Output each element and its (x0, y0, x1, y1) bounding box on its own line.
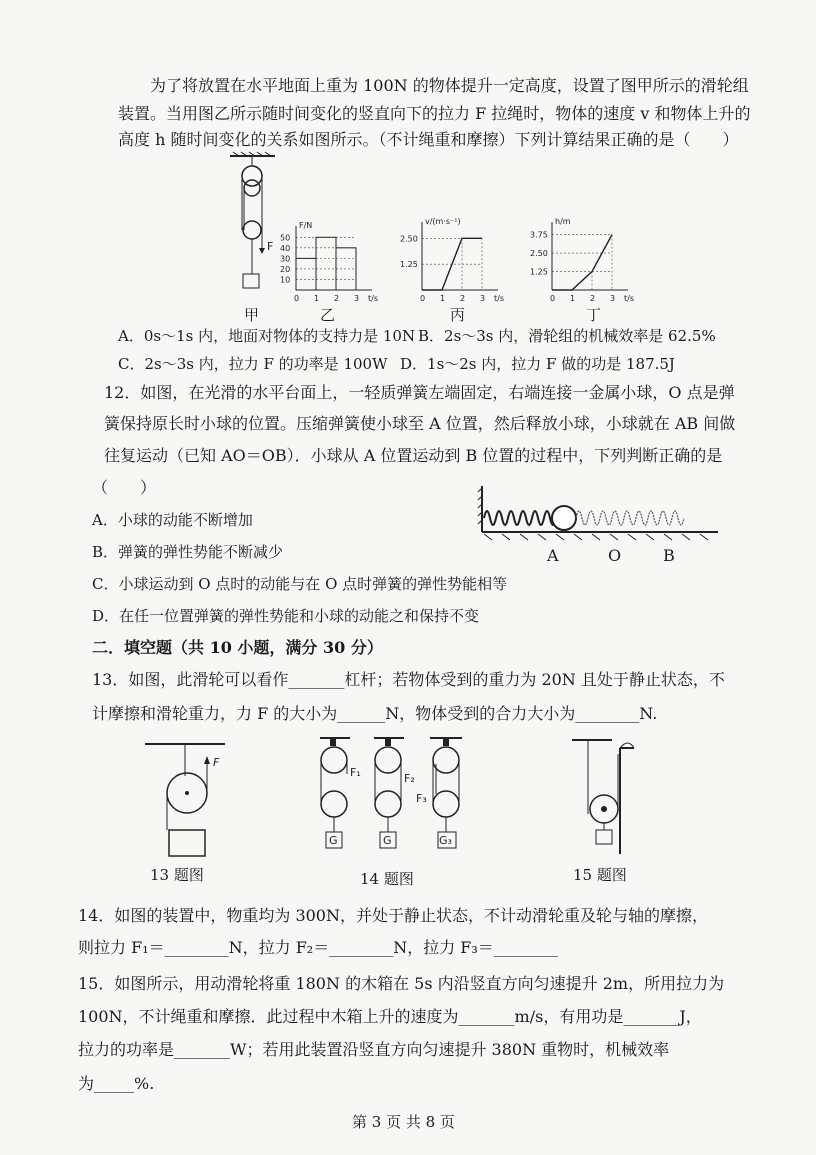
x-tick-label: 3 (480, 294, 486, 303)
chart-yi (280, 221, 378, 304)
svg-text:F: F (267, 240, 274, 253)
q12-option-b: B．弹簧的弹性势能不断减少 (92, 543, 284, 561)
x-tick-label: 1 (440, 294, 446, 303)
spring-label-b: B (663, 546, 675, 565)
y-axis-label: h/m (555, 217, 571, 226)
spring-label-o: O (608, 546, 622, 565)
caption-14: 14 题图 (360, 870, 414, 888)
y-axis-label: F/N (299, 221, 313, 230)
y-tick-label: 2.50 (400, 234, 418, 244)
q12-line-3: 往复运动（已知 AO＝OB）．小球从 A 位置运动到 B 位置的过程中，下列判断正确的是 (104, 446, 723, 465)
y-tick-label: 10 (280, 275, 291, 285)
x-tick-label: 3 (610, 294, 616, 303)
q12-bracket: （ ） (92, 478, 157, 497)
y-tick-label: 30 (280, 254, 291, 264)
q11-line-1: 为了将放置在水平地面上重为 100N 的物体提升一定高度，设置了图甲所示的滑轮组 (150, 76, 749, 95)
y-tick-label: 2.50 (530, 249, 548, 259)
fig-label-jia: 甲 (244, 306, 260, 324)
f2-label: F₂ (404, 772, 415, 785)
q11-option-c: C．2s～3s 内，拉力 F 的功率是 100W (118, 355, 388, 373)
chart-bing (400, 217, 504, 304)
y-axis-label: v/(m·s⁻¹) (425, 217, 461, 226)
q13-line-1: 13．如图，此滑轮可以看作_______杠杆；若物体受到的重力为 20N 且处于静止状态，不 (92, 670, 725, 689)
x-tick-label: 2 (334, 294, 340, 303)
pulley-system-figure-jia (225, 152, 285, 302)
svg-text:G₃: G₃ (439, 834, 452, 847)
x-tick-label: 0 (420, 294, 426, 303)
q12-line-2: 簧保持原长时小球的位置。压缩弹簧使小球至 A 位置，然后释放小球，小球就在 AB 间做 (104, 414, 736, 433)
x-tick-label: 1 (314, 294, 320, 303)
y-tick-label: 1.25 (400, 260, 418, 270)
q14-line-1: 14．如图的装置中，物重均为 300N，并处于静止状态，不计动滑轮重及轮与轴的摩擦， (78, 906, 708, 925)
y-tick-label: 20 (280, 264, 291, 274)
figure-15-movable-pulley (568, 734, 648, 859)
q15-line-1: 15．如图所示，用动滑轮将重 180N 的木箱在 5s 内沿竖直方向匀速提升 2m，所用拉力为 (78, 974, 725, 993)
f3-label: F₃ (416, 792, 427, 805)
q15-line-4: 为_____%. (78, 1074, 155, 1093)
y-tick-label: 1.25 (530, 267, 548, 277)
svg-text:G: G (383, 834, 392, 847)
x-tick-label: 1 (570, 294, 576, 303)
chart-ding (530, 218, 635, 304)
q12-line-1: 12．如图，在光滑的水平台面上，一轻质弹簧左端固定，右端连接一金属小球，O 点是弹 (104, 383, 735, 402)
f1-label: F₁ (350, 766, 361, 779)
q14-line-2: 则拉力 F₁＝________N，拉力 F₂＝________N，拉力 F₃＝________ (78, 938, 558, 957)
q15-line-3: 拉力的功率是_______W；若用此装置沿竖直方向匀速提升 380N 重物时，机械效率 (78, 1040, 670, 1059)
q15-line-2: 100N，不计绳重和摩擦．此过程中木箱上升的速度为_______m/s，有用功是_______J， (78, 1007, 702, 1026)
y-tick-label: 3.75 (530, 230, 548, 240)
q11-line-3: 高度 h 随时间变化的关系如图所示。（不计绳重和摩擦）下列计算结果正确的是（ ） (118, 130, 739, 149)
series-line (552, 235, 612, 290)
q13-line-2: 计摩擦和滑轮重力，力 F 的大小为______N，物体受到的合力大小为________N. (92, 704, 658, 723)
x-tick-label: 2 (590, 294, 596, 303)
q11-option-d: D．1s～2s 内，拉力 F 做的功是 187.5J (400, 355, 675, 373)
f-label: F (213, 756, 220, 769)
x-axis-label: t/s (368, 294, 378, 303)
q11-line-2: 装置。当用图乙所示随时间变化的竖直向下的拉力 F 拉绳时，物体的速度 v 和物体上升的 (118, 104, 751, 123)
svg-text:G: G (329, 834, 338, 847)
y-tick-label: 50 (280, 233, 291, 243)
x-axis-label: t/s (494, 294, 504, 303)
x-tick-label: 3 (354, 294, 360, 303)
section-heading: 二．填空题（共 10 小题，满分 30 分） (92, 638, 383, 657)
q12-option-a: A．小球的动能不断增加 (92, 511, 253, 529)
page-number: 第 3 页 共 8 页 (352, 1113, 455, 1131)
spring-label-a: A (547, 546, 559, 565)
q12-option-d: D．在任一位置弹簧的弹性势能和小球的动能之和保持不变 (92, 607, 480, 625)
q12-option-c: C．小球运动到 O 点时的动能与在 O 点时弹簧的弹性势能相等 (92, 575, 508, 593)
figure-13-fixed-pulley (145, 738, 240, 858)
y-tick-label: 40 (280, 243, 291, 253)
x-tick-label: 2 (460, 294, 466, 303)
caption-15: 15 题图 (573, 866, 627, 884)
fig-label-yi: 乙 (320, 306, 336, 324)
q11-option-a: A．0s～1s 内，地面对物体的支持力是 10N (118, 327, 416, 345)
x-tick-label: 0 (550, 294, 556, 303)
spring-ball-figure (478, 482, 723, 562)
q11-option-b: B．2s～3s 内，滑轮组的机械效率是 62.5% (418, 327, 716, 345)
fig-label-bing: 丙 (450, 306, 466, 324)
x-tick-label: 0 (294, 294, 300, 303)
fig-label-ding: 丁 (586, 306, 602, 324)
bar-segment (296, 258, 316, 290)
caption-13: 13 题图 (150, 866, 204, 884)
x-axis-label: t/s (624, 294, 634, 303)
bar-segment (316, 237, 336, 290)
figure-14-pulleys (312, 734, 482, 864)
